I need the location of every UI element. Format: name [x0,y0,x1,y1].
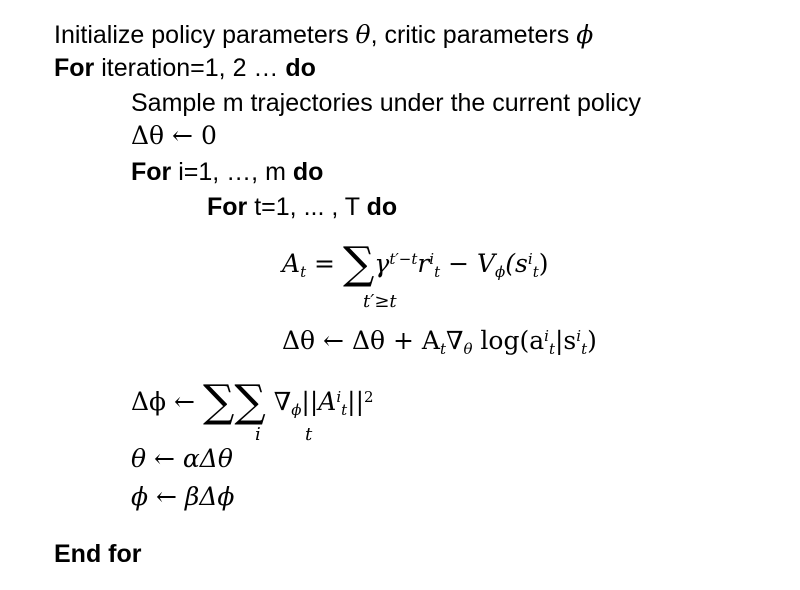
conditional-state: |s [554,326,577,355]
outer-for-line [54,54,316,83]
advantage-lhs-sub: t [300,263,307,282]
norm-open: ||A [301,387,337,416]
phi-final-line [131,482,234,511]
init-mid: , critic parameters [370,21,577,49]
theta-final: θ ← αΔθ [131,444,233,473]
state-sub: t [532,263,539,282]
theta-update-sub: t [439,340,446,359]
theta-final-line [131,444,233,473]
log-close: ) [587,326,597,355]
nabla-phi: ∇ [265,387,292,416]
value-sub: ϕ [495,263,506,282]
state2-sub: t [581,340,588,359]
theta-update-equation [282,326,597,359]
t-loop-text: t=1, ... , T [247,193,367,221]
sum-subscript-t: t [305,424,313,445]
norm-sup: i [336,387,342,406]
phi-final: ϕ ← βΔϕ [131,482,235,511]
phi-symbol: ϕ [576,20,594,49]
minus-value: − V [440,249,496,278]
phi-update-equation [131,374,374,427]
delta-theta-init: Δθ ← 0 [131,121,217,150]
init-line [54,20,593,50]
do-keyword: do [285,54,316,82]
sum-subscript-tprime: t′≥t [363,291,397,312]
sum-subscript-i: i [255,424,261,445]
i-loop-line [131,158,323,187]
state-sup: i [527,249,533,268]
phi-update-lhs: Δϕ ← [131,387,203,416]
norm-close: || [347,387,365,416]
theta-symbol: θ [355,20,371,49]
for-keyword: For [54,54,95,82]
sample-line [131,89,641,118]
gamma-exponent: t′−t [389,249,418,268]
sample-text: Sample m trajectories under the current policy [131,89,641,117]
i-loop-text: i=1, …, m [171,158,293,186]
t-loop-line [207,193,397,222]
nabla-sub-theta: θ [463,340,473,359]
sum-over-i: ∑ [202,376,235,427]
end-for-line [54,540,142,569]
nabla-phi-sub: ϕ [291,401,302,420]
reward-symbol: r [417,249,430,278]
sum-over-t: ∑ [234,376,266,427]
theta-update-text: Δθ ← Δθ + A [282,326,440,355]
sum-symbol: ∑ [342,238,375,289]
state-open: (s [505,249,528,278]
advantage-equation [282,236,549,289]
do-keyword: do [292,158,324,186]
reward-sup: i [429,249,435,268]
for-keyword: For [131,158,172,186]
nabla-symbol: ∇ [445,326,464,355]
state-close: ) [538,249,549,278]
action-sub: t [548,340,555,359]
action-sup: i [544,326,549,345]
init-prefix: Initialize policy parameters [54,21,356,49]
norm-sub: t [341,401,348,420]
norm-power: 2 [364,387,374,406]
do-keyword: do [366,193,398,221]
advantage-lhs: A [282,249,301,278]
end-for-keyword: End for [54,540,142,568]
iteration-text: iteration=1, 2 … [94,54,286,82]
equals-sign: = [306,249,343,278]
reward-sub: t [434,263,441,282]
for-keyword: For [207,193,248,221]
log-open: log(a [472,326,545,355]
gamma-symbol: γ [374,249,390,278]
state2-sup: i [576,326,582,345]
delta-theta-init-line [131,121,217,150]
